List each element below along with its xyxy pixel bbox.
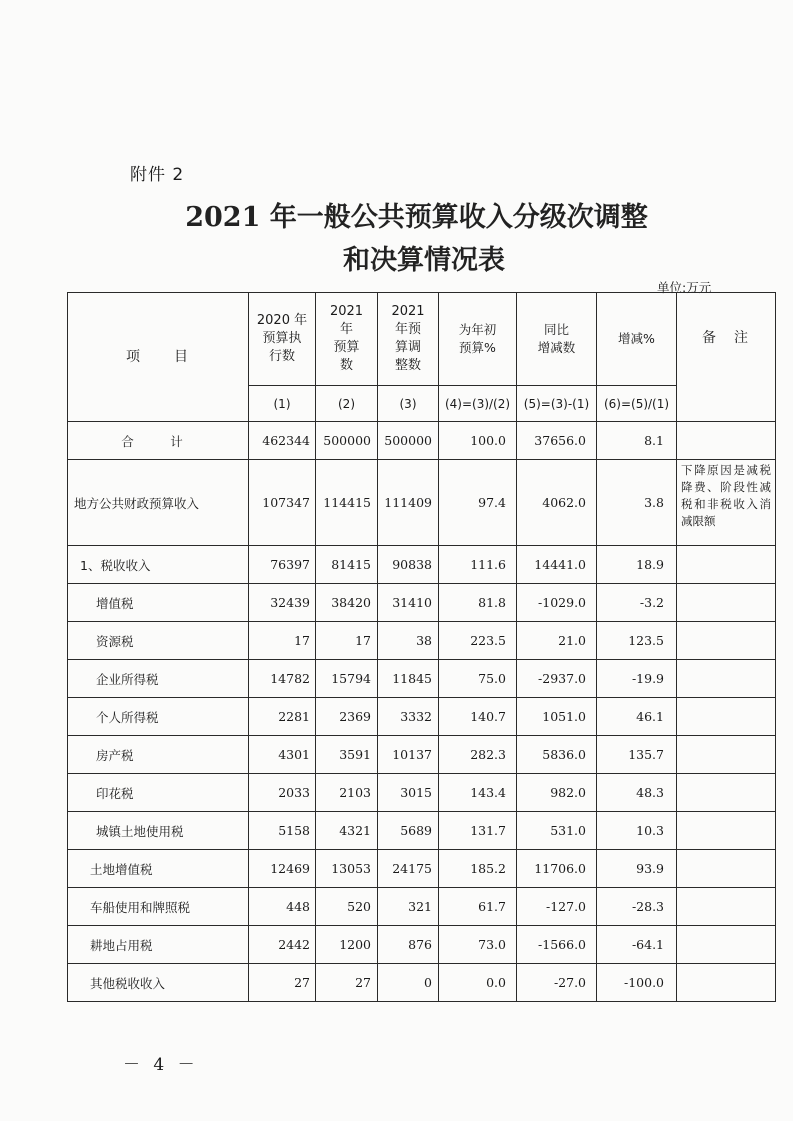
- table-row: [68, 460, 776, 546]
- cell-note: [677, 888, 776, 926]
- cell-c3: 111409: [378, 460, 439, 546]
- cell-c3: 5689: [378, 812, 439, 850]
- cell-c4: 131.7: [439, 812, 517, 850]
- cell-c4: 143.4: [439, 774, 517, 812]
- table-row: [68, 736, 776, 774]
- cell-c2: 38420: [316, 584, 378, 622]
- table-row: [68, 888, 776, 926]
- cell-note: [677, 546, 776, 584]
- cell-c2: 2369: [316, 698, 378, 736]
- header-col-1-line: 2020 年: [256, 313, 308, 328]
- cell-note: [677, 698, 776, 736]
- index-col-4: (4)=(3)/(2): [439, 386, 517, 422]
- row-item: 个人所得税: [68, 698, 249, 736]
- cell-note: [677, 660, 776, 698]
- cell-c4: 61.7: [439, 888, 517, 926]
- cell-c5: 4062.0: [517, 460, 597, 546]
- budget-table: [67, 292, 776, 1002]
- header-col-3-line: 整数: [394, 358, 421, 373]
- cell-c3: 0: [378, 964, 439, 1002]
- cell-c2: 520: [316, 888, 378, 926]
- cell-note: [677, 926, 776, 964]
- cell-c1: 107347: [249, 460, 316, 546]
- cell-c3: 500000: [378, 422, 439, 460]
- table-row: [68, 698, 776, 736]
- cell-c1: 17: [249, 622, 316, 660]
- cell-c5: -127.0: [517, 888, 597, 926]
- cell-c3: 38: [378, 622, 439, 660]
- header-col-3: [378, 293, 439, 386]
- row-item: 房产税: [68, 736, 249, 774]
- cell-c2: 4321: [316, 812, 378, 850]
- cell-c4: 223.5: [439, 622, 517, 660]
- table-row: [68, 622, 776, 660]
- row-item: 1、税收收入: [68, 546, 249, 584]
- header-item: 项 目: [68, 293, 249, 422]
- cell-c2: 81415: [316, 546, 378, 584]
- header-note: 备 注: [677, 293, 776, 422]
- table-row: [68, 546, 776, 584]
- cell-c6: -19.9: [597, 660, 677, 698]
- cell-c3: 321: [378, 888, 439, 926]
- row-item: 地方公共财政预算收入: [68, 460, 249, 546]
- cell-c1: 76397: [249, 546, 316, 584]
- page-number: － 4 －: [123, 1055, 199, 1075]
- cell-c5: -1566.0: [517, 926, 597, 964]
- index-col-3: (3): [378, 386, 439, 422]
- table-row: [68, 774, 776, 812]
- cell-c5: 14441.0: [517, 546, 597, 584]
- table-row: [68, 812, 776, 850]
- header-col-4-line: 为年初: [458, 322, 497, 337]
- row-item: 印花税: [68, 774, 249, 812]
- cell-c1: 5158: [249, 812, 316, 850]
- table-row: [68, 584, 776, 622]
- cell-c4: 97.4: [439, 460, 517, 546]
- header-col-5-line: 增减数: [537, 340, 576, 355]
- cell-note: [677, 812, 776, 850]
- table-row-total: [68, 422, 776, 460]
- cell-c3: 876: [378, 926, 439, 964]
- cell-c3: 24175: [378, 850, 439, 888]
- attachment-label: 附件 2: [130, 165, 185, 185]
- index-col-5: (5)=(3)-(1): [517, 386, 597, 422]
- cell-c4: 140.7: [439, 698, 517, 736]
- cell-c4: 100.0: [439, 422, 517, 460]
- cell-c4: 0.0: [439, 964, 517, 1002]
- cell-c6: 46.1: [597, 698, 677, 736]
- row-item: 耕地占用税: [68, 926, 249, 964]
- header-col-5: [517, 293, 597, 386]
- header-col-2: [316, 293, 378, 386]
- header-col-1-line: 预算执: [262, 331, 302, 346]
- cell-c1: 12469: [249, 850, 316, 888]
- cell-c2: 27: [316, 964, 378, 1002]
- cell-c6: -100.0: [597, 964, 677, 1002]
- header-col-4-line: 预算%: [459, 340, 496, 355]
- cell-c1: 14782: [249, 660, 316, 698]
- cell-c2: 15794: [316, 660, 378, 698]
- row-item: 车船使用和牌照税: [68, 888, 249, 926]
- cell-c5: -2937.0: [517, 660, 597, 698]
- cell-c3: 3332: [378, 698, 439, 736]
- cell-c5: 531.0: [517, 812, 597, 850]
- cell-c5: 21.0: [517, 622, 597, 660]
- cell-c6: 3.8: [597, 460, 677, 546]
- cell-c6: 18.9: [597, 546, 677, 584]
- cell-c4: 282.3: [439, 736, 517, 774]
- cell-c6: 48.3: [597, 774, 677, 812]
- document-title-line-1: 2021 年一般公共预算收入分级次调整: [185, 202, 648, 233]
- table-row: [68, 964, 776, 1002]
- cell-c3: 90838: [378, 546, 439, 584]
- cell-c6: -28.3: [597, 888, 677, 926]
- cell-c2: 3591: [316, 736, 378, 774]
- cell-c5: 1051.0: [517, 698, 597, 736]
- cell-c3: 3015: [378, 774, 439, 812]
- header-col-6: 增减%: [597, 293, 677, 386]
- index-col-1: (1): [249, 386, 316, 422]
- cell-c3: 11845: [378, 660, 439, 698]
- header-col-2-line: 年: [339, 322, 353, 337]
- cell-c1: 2442: [249, 926, 316, 964]
- row-item: 土地增值税: [68, 850, 249, 888]
- cell-c4: 81.8: [439, 584, 517, 622]
- header-col-4: [439, 293, 517, 386]
- cell-c1: 4301: [249, 736, 316, 774]
- document-title-line-2: 和决算情况表: [343, 245, 505, 276]
- header-col-5-line: 同比: [543, 322, 569, 337]
- cell-c3: 10137: [378, 736, 439, 774]
- row-item: 企业所得税: [68, 660, 249, 698]
- row-item: 增值税: [68, 584, 249, 622]
- cell-c1: 2033: [249, 774, 316, 812]
- header-row: [68, 293, 776, 386]
- cell-c1: 448: [249, 888, 316, 926]
- header-col-1: [249, 293, 316, 386]
- cell-c5: 11706.0: [517, 850, 597, 888]
- cell-c2: 13053: [316, 850, 378, 888]
- header-col-1-line: 行数: [268, 349, 295, 364]
- cell-c2: 17: [316, 622, 378, 660]
- cell-note: [677, 850, 776, 888]
- row-item: 其他税收收入: [68, 964, 249, 1002]
- cell-c5: -1029.0: [517, 584, 597, 622]
- cell-c5: 37656.0: [517, 422, 597, 460]
- header-col-3-line: 算调: [394, 340, 421, 355]
- row-item: 资源税: [68, 622, 249, 660]
- header-col-3-line: 2021: [391, 304, 425, 319]
- header-col-2-line: 数: [339, 358, 353, 373]
- header-col-2-line: 预算: [333, 340, 360, 355]
- header-col-2-line: 2021: [329, 304, 364, 319]
- header-col-3-line: 年预: [394, 322, 421, 337]
- row-item: 城镇土地使用税: [68, 812, 249, 850]
- index-col-2: (2): [316, 386, 378, 422]
- cell-c2: 500000: [316, 422, 378, 460]
- cell-c4: 75.0: [439, 660, 517, 698]
- cell-c1: 32439: [249, 584, 316, 622]
- cell-note: [677, 422, 776, 460]
- table-row: [68, 660, 776, 698]
- cell-c1: 2281: [249, 698, 316, 736]
- cell-c6: 123.5: [597, 622, 677, 660]
- cell-c5: -27.0: [517, 964, 597, 1002]
- table-row: [68, 926, 776, 964]
- cell-c6: -64.1: [597, 926, 677, 964]
- cell-c2: 114415: [316, 460, 378, 546]
- cell-note: [677, 622, 776, 660]
- cell-c5: 982.0: [517, 774, 597, 812]
- cell-c1: 462344: [249, 422, 316, 460]
- cell-note: [677, 964, 776, 1002]
- cell-c6: 8.1: [597, 422, 677, 460]
- cell-c5: 5836.0: [517, 736, 597, 774]
- row-item: 合 计: [68, 422, 249, 460]
- cell-c4: 111.6: [439, 546, 517, 584]
- unit-label: 单位:万元: [657, 280, 712, 295]
- index-col-6: (6)=(5)/(1): [597, 386, 677, 422]
- cell-note: [677, 584, 776, 622]
- cell-note: [677, 774, 776, 812]
- cell-c1: 27: [249, 964, 316, 1002]
- cell-c6: -3.2: [597, 584, 677, 622]
- table-row: [68, 850, 776, 888]
- cell-c2: 2103: [316, 774, 378, 812]
- cell-c2: 1200: [316, 926, 378, 964]
- cell-c6: 10.3: [597, 812, 677, 850]
- cell-c4: 73.0: [439, 926, 517, 964]
- cell-note: [677, 736, 776, 774]
- cell-note: 下降原因是减税降费、阶段性减税和非税收入消减限额: [677, 460, 776, 546]
- cell-c6: 135.7: [597, 736, 677, 774]
- cell-c3: 31410: [378, 584, 439, 622]
- cell-c4: 185.2: [439, 850, 517, 888]
- cell-c6: 93.9: [597, 850, 677, 888]
